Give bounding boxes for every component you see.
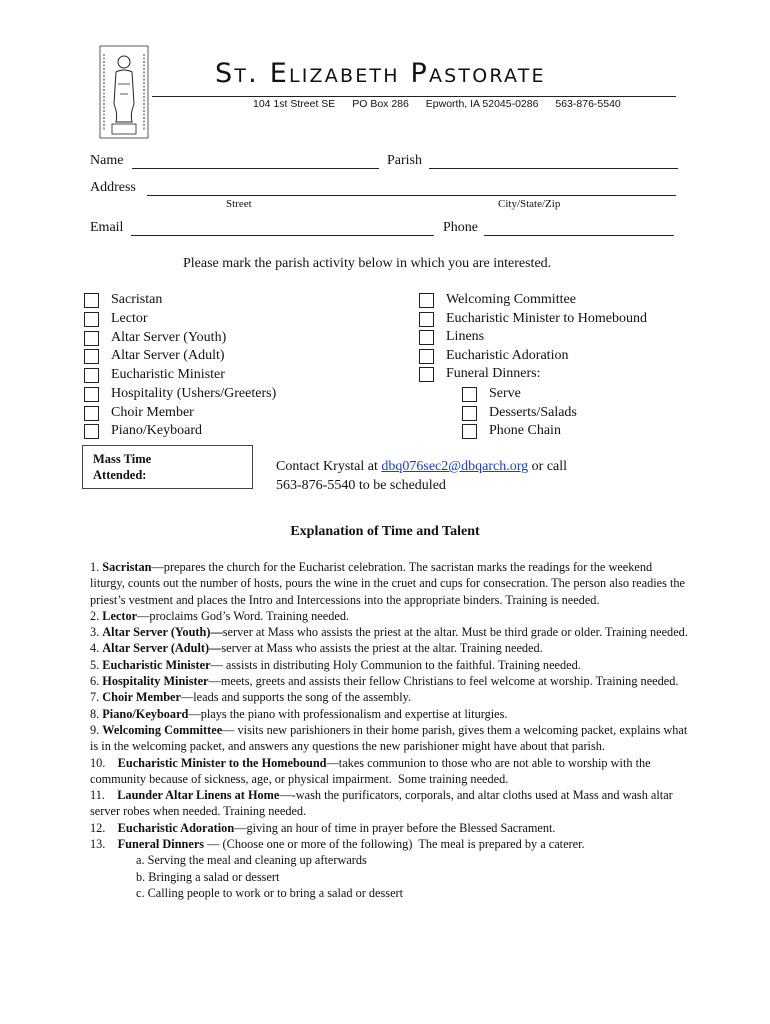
- funeral-option-text: b. Bringing a salad or dessert: [136, 869, 280, 884]
- mass-time-label: Mass Time: [93, 452, 152, 466]
- name-field[interactable]: [132, 168, 379, 169]
- explanation-item: 2. Lector—proclaims God’s Word. Training needed.: [90, 608, 350, 623]
- address-field[interactable]: [147, 195, 676, 196]
- address-phone: 563-876-5540: [555, 98, 621, 110]
- explanation-item: 5. Eucharistic Minister— assists in distributing Holy Communion to the faithful. Training needed.: [90, 657, 581, 672]
- checkbox[interactable]: [462, 424, 477, 439]
- activity-label: Altar Server (Adult): [111, 348, 225, 363]
- checkbox[interactable]: [84, 349, 99, 364]
- explanation-item: 7. Choir Member—leads and supports the song of the assembly.: [90, 690, 412, 705]
- activity-label: Funeral Dinners:: [446, 366, 541, 381]
- explanation-item: 4. Altar Server (Adult)—server at Mass who assists the priest at the altar. Training needed.: [90, 641, 543, 656]
- activity-label: Hospitality (Ushers/Greeters): [111, 386, 277, 401]
- activity-altar-server-adult[interactable]: [84, 348, 225, 364]
- address-city: Epworth, IA 52045-0286: [425, 98, 539, 110]
- activity-eucharistic-minister[interactable]: [84, 367, 225, 383]
- title-rule: [152, 96, 676, 97]
- activity-label: Serve: [489, 386, 521, 401]
- activity-label: Linens: [446, 329, 485, 344]
- parish-field[interactable]: [429, 168, 678, 169]
- address-po-box: PO Box 286: [352, 98, 409, 110]
- contact-email-link[interactable]: dbq076sec2@dbqarch.org: [381, 459, 529, 474]
- activity-piano-keyboard[interactable]: [84, 423, 202, 439]
- checkbox[interactable]: [419, 330, 434, 345]
- activity-label: Eucharistic Minister: [111, 367, 225, 382]
- explanation-item: 8. Piano/Keyboard—plays the piano with professionalism and expertise at liturgies.: [90, 706, 508, 721]
- activity-label: Altar Server (Youth): [111, 330, 227, 345]
- explanation-item: 10. Eucharistic Minister to the Homebound—takes communion to those who are not able to worship with the community because of sickness, age, or physical impairment. Some training needed.: [90, 755, 654, 786]
- checkbox[interactable]: [419, 312, 434, 327]
- phone-field[interactable]: [484, 235, 674, 236]
- checkbox[interactable]: [84, 331, 99, 346]
- checkbox[interactable]: [84, 424, 99, 439]
- funeral-option-text: a. Serving the meal and cleaning up afterwards: [136, 853, 367, 868]
- activity-label: Piano/Keyboard: [111, 423, 202, 438]
- activity-altar-server-youth[interactable]: [84, 330, 226, 346]
- activity-label: Sacristan: [111, 292, 163, 307]
- activity-label: Lector: [111, 311, 148, 326]
- activity-label: Eucharistic Adoration: [446, 348, 569, 363]
- instruction-text: Please mark the parish activity below in which you are interested.: [183, 256, 552, 271]
- activity-funeral-dinners[interactable]: [419, 366, 540, 382]
- parish-logo: [96, 44, 152, 142]
- explanation-item: 9. Welcoming Committee— visits new parishioners in their home parish, gives them a welcoming packet, explains what is in the welcoming packet, and answers any questions the new parishioner might have about that parish.: [90, 722, 688, 754]
- explanation-item: 11. Launder Altar Linens at Home—-wash the purificators, corporals, and altar cloths used at Mass and wash altar server robes when needed. Training needed.: [90, 788, 676, 819]
- email-label: Email: [90, 220, 124, 235]
- address-street: 104 1st Street SE: [253, 98, 336, 110]
- activity-eucharistic-minister-homebound[interactable]: [419, 311, 647, 327]
- contact-info: [276, 457, 636, 495]
- pastorate-title: St. Elizabeth Pastorate: [215, 58, 546, 89]
- street-hint: Street: [226, 198, 252, 210]
- funeral-option-serve[interactable]: [462, 386, 521, 402]
- checkbox[interactable]: [84, 387, 99, 402]
- activity-label: Desserts/Salads: [489, 405, 577, 420]
- name-label: Name: [90, 153, 124, 168]
- explanation-item: 13. Funeral Dinners — (Choose one or more of the following) The meal is prepared by a caterer.: [90, 837, 585, 852]
- checkbox[interactable]: [84, 368, 99, 383]
- checkbox[interactable]: [419, 293, 434, 308]
- activity-choir-member[interactable]: [84, 405, 194, 421]
- explanation-item: 1. Sacristan—prepares the church for the Eucharist celebration. The sacristan marks the readings for the weekend liturgy, counts out the number of hosts, pours the wine in the cruet and cups for consecration. The person also readies the priest’s vestment and places the Intro and Intercessions into the appropriate binders. Training is needed.: [90, 560, 685, 607]
- mass-time-box[interactable]: [82, 445, 253, 489]
- contact-suffix: or call: [528, 459, 568, 474]
- funeral-option-text: c. Calling people to work or to bring a salad or dessert: [136, 885, 404, 900]
- phone-label: Phone: [443, 220, 478, 235]
- checkbox[interactable]: [462, 406, 477, 421]
- explanation-item: 12. Eucharistic Adoration—giving an hour of time in prayer before the Blessed Sacrament.: [90, 820, 556, 835]
- address-label: Address: [90, 180, 136, 195]
- explanation-title: Explanation of Time and Talent: [290, 524, 480, 539]
- activity-label: Choir Member: [111, 405, 194, 420]
- activity-hospitality[interactable]: [84, 386, 276, 402]
- attended-label: Attended:: [93, 468, 147, 482]
- checkbox[interactable]: [462, 387, 477, 402]
- checkbox[interactable]: [84, 293, 99, 308]
- explanation-list: [90, 559, 690, 901]
- checkbox[interactable]: [84, 406, 99, 421]
- activity-label: Welcoming Committee: [446, 292, 576, 307]
- activity-label: Phone Chain: [489, 423, 561, 438]
- activity-sacristan[interactable]: [84, 292, 162, 308]
- checkbox[interactable]: [419, 367, 434, 382]
- city-state-zip-hint: City/State/Zip: [498, 198, 561, 210]
- explanation-item: 3. Altar Server (Youth)—server at Mass who assists the priest at the altar. Must be third grade or older. Training needed.: [90, 625, 688, 640]
- activity-welcoming-committee[interactable]: [419, 292, 576, 308]
- activity-lector[interactable]: [84, 311, 148, 327]
- checkbox[interactable]: [419, 349, 434, 364]
- contact-prefix: Contact Krystal at: [276, 459, 382, 474]
- contact-phone-line: 563-876-5540 to be scheduled: [276, 478, 446, 493]
- activity-linens[interactable]: [419, 329, 484, 345]
- explanation-item: 6. Hospitality Minister—meets, greets and assists their fellow Christians to feel welcome at worship. Training needed.: [90, 674, 679, 689]
- email-field[interactable]: [131, 235, 434, 236]
- checkbox[interactable]: [84, 312, 99, 327]
- parish-address: [253, 98, 635, 110]
- parish-label: Parish: [387, 153, 422, 168]
- activity-eucharistic-adoration[interactable]: [419, 348, 568, 364]
- funeral-option-desserts-salads[interactable]: [462, 405, 577, 421]
- activity-label: Eucharistic Minister to Homebound: [446, 311, 648, 326]
- funeral-option-phone-chain[interactable]: [462, 423, 561, 439]
